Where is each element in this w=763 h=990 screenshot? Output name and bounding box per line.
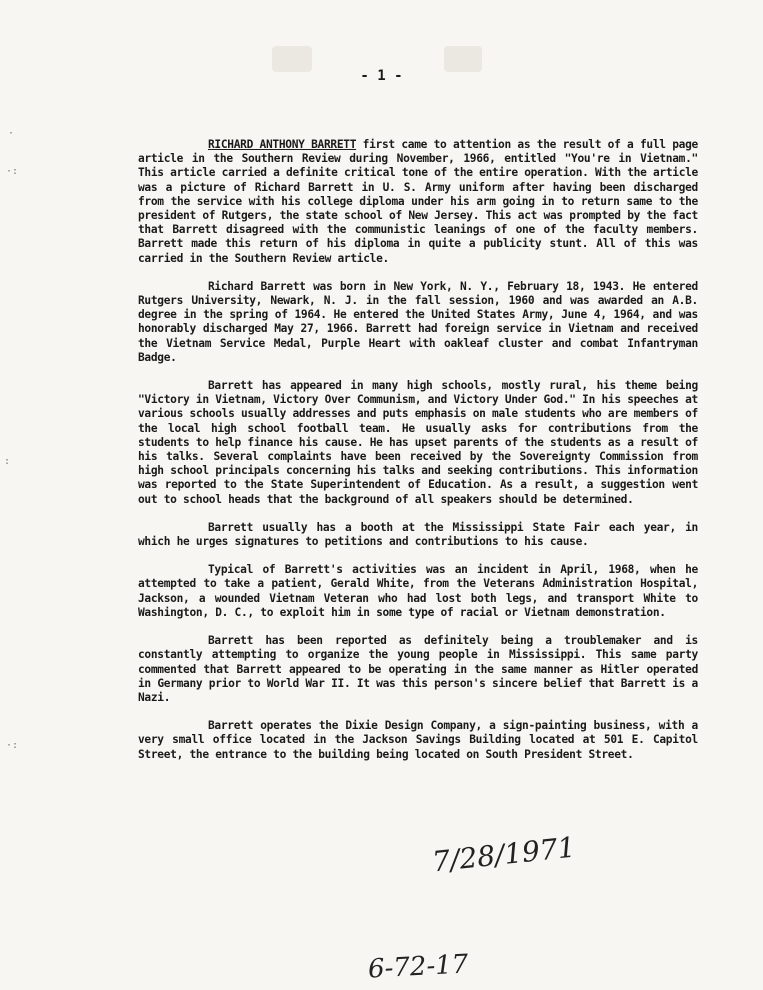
- margin-speck: ·:: [6, 740, 19, 751]
- paragraph-troublemaker: Barrett has been reported as definitely being a troublemaker and is constantly attempting to organize the young people in Mississippi. This same party commented that Barrett appeared to be operating in the same manner as Hitler operated in Germany prior to World War II. It was this person's sincere belief that Barrett is a Nazi.: [138, 634, 698, 704]
- margin-speck: ·: [8, 128, 15, 139]
- margin-speck: :: [4, 456, 11, 467]
- handwritten-file-number: 6-72-17: [367, 949, 469, 985]
- paragraph-business: Barrett operates the Dixie Design Company, a sign-painting business, with a very small office located in the Jackson Savings Building located at 501 E. Capitol Street, the entrance to the building being located on South President Street.: [138, 719, 698, 761]
- margin-speck: ·:: [6, 166, 19, 177]
- handwritten-date: 7/28/1971: [430, 830, 577, 879]
- paragraph-hospital-incident: Typical of Barrett's activities was an incident in April, 1968, when he attempted to take a patient, Gerald White, from the Veterans Administration Hospital, Jackson, a wounded Vietnam Veteran who had lost both legs, and transport White to Washington, D. C., to exploit him in some type of racial or Vietnam demonstration.: [138, 563, 698, 619]
- paragraph-text: first came to attention as the result of a full page article in the Southern Review during November, 1966, entitled "You're in Vietnam." This article carried a definite critical tone of the entire operation. With the article was a picture of Richard Barrett in U. S. Army uniform after having been discharged from the service with his college diploma under his arm going in to return same to the president of Rutgers, the state school of New Jersey. This act was prompted by the fact that Barrett disagreed with the communistic leanings of one of the faculty members. Barrett made this return of his diploma in quite a publicity stunt. All of this was carried in the Southern Review article.: [138, 138, 698, 265]
- paragraph-biography: Richard Barrett was born in New York, N. Y., February 18, 1943. He entered Rutgers University, Newark, N. J. in the fall session, 1960 and was awarded an A.B. degree in the spring of 1964. He entered the United States Army, June 4, 1964, and was honorably discharged May 27, 1966. Barrett had foreign service in Vietnam and received the Vietnam Service Medal, Purple Heart with oakleaf cluster and combat Infantryman Badge.: [138, 279, 698, 364]
- paragraph-state-fair: Barrett usually has a booth at the Mississippi State Fair each year, in which he urges signatures to petitions and contributions to his cause.: [138, 520, 698, 549]
- paragraph-school-appearances: Barrett has appeared in many high schools, mostly rural, his theme being "Victory in Vietnam, Victory Over Communism, and Victory Under God." In his speeches at various schools usually addresses and puts emphasis on male students who are members of the local high school football team. He usually asks for contributions from the students to help finance his cause. He has upset parents of the students as a result of his talks. Several complaints have been received by the Sovereignty Commission from high school principals concerning his talks and seeking contributions. This information was reported to the State Superintendent of Education. As a result, a suggestion went out to school heads that the background of all speakers should be determined.: [138, 379, 698, 506]
- subject-name: RICHARD ANTHONY BARRETT: [208, 138, 357, 151]
- paragraph-subject-intro: [138, 138, 698, 266]
- page-number: - 1 -: [360, 68, 403, 84]
- document-body: [138, 138, 698, 776]
